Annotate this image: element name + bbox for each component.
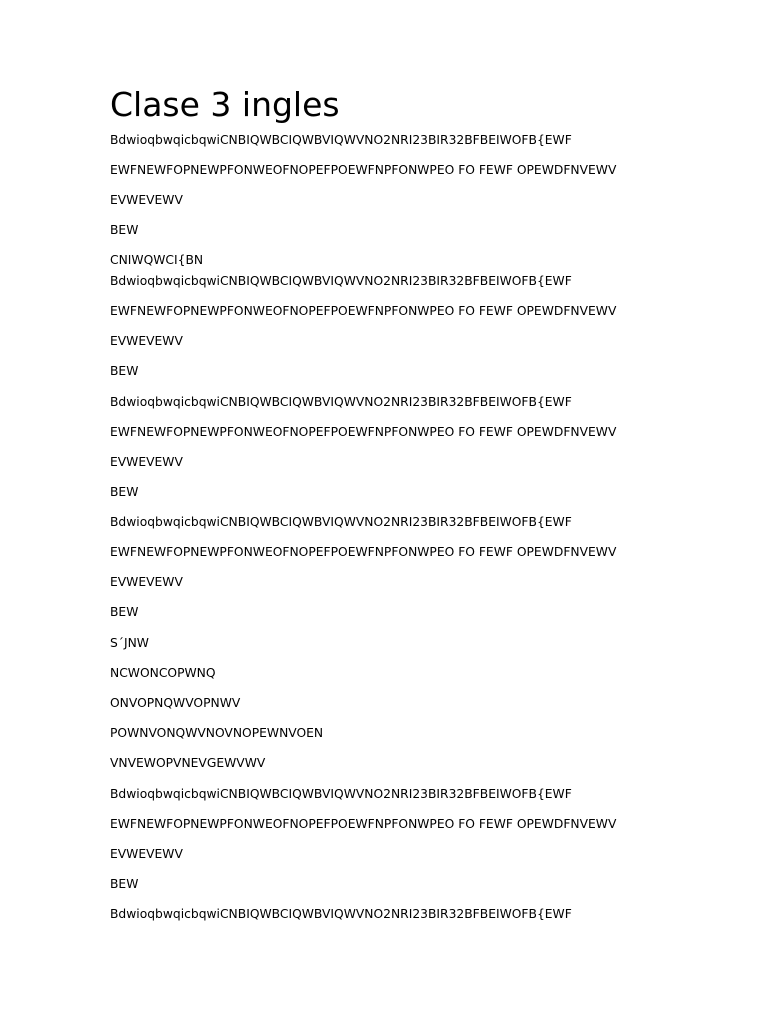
paragraph: BdwioqbwqicbqwiCNBIQWBCIQWBVIQWVNO2NRI23BIR32BFBEIWOFB{EWF (110, 133, 572, 147)
paragraph: BdwioqbwqicbqwiCNBIQWBCIQWBVIQWVNO2NRI23BIR32BFBEIWOFB{EWF (110, 395, 572, 409)
paragraph: ONVOPNQWVOPNWV (110, 696, 241, 710)
paragraph: EVWEVEWV (110, 455, 183, 469)
paragraph: EVWEVEWV (110, 847, 183, 861)
paragraph: EVWEVEWV (110, 575, 183, 589)
paragraph: VNVEWOPVNEVGEWVWV (110, 756, 266, 770)
paragraph: POWNVONQWVNOVNOPEWNVOEN (110, 726, 324, 740)
paragraph: CNIWQWCI{BN (110, 253, 204, 267)
paragraph: BEW (110, 605, 139, 619)
paragraph: BdwioqbwqicbqwiCNBIQWBCIQWBVIQWVNO2NRI23BIR32BFBEIWOFB{EWF (110, 787, 572, 801)
paragraph: BEW (110, 485, 139, 499)
paragraph: BEW (110, 364, 139, 378)
paragraph: BdwioqbwqicbqwiCNBIQWBCIQWBVIQWVNO2NRI23BIR32BFBEIWOFB{EWF (110, 907, 572, 921)
paragraph: EVWEVEWV (110, 334, 183, 348)
paragraph: EVWEVEWV (110, 193, 183, 207)
paragraph: EWFNEWFOPNEWPFONWEOFNOPEFPOEWFNPFONWPEO FO FEWF OPEWDFNVEWV (110, 817, 617, 831)
paragraph: BdwioqbwqicbqwiCNBIQWBCIQWBVIQWVNO2NRI23BIR32BFBEIWOFB{EWF (110, 515, 572, 529)
paragraph: EWFNEWFOPNEWPFONWEOFNOPEFPOEWFNPFONWPEO FO FEWF OPEWDFNVEWV (110, 304, 617, 318)
paragraph: BEW (110, 877, 139, 891)
paragraph: S´JNW (110, 636, 149, 650)
paragraph: EWFNEWFOPNEWPFONWEOFNOPEFPOEWFNPFONWPEO FO FEWF OPEWDFNVEWV (110, 163, 617, 177)
paragraph: EWFNEWFOPNEWPFONWEOFNOPEFPOEWFNPFONWPEO FO FEWF OPEWDFNVEWV (110, 545, 617, 559)
paragraph: BdwioqbwqicbqwiCNBIQWBCIQWBVIQWVNO2NRI23BIR32BFBEIWOFB{EWF (110, 274, 572, 288)
paragraph: BEW (110, 223, 139, 237)
paragraph: EWFNEWFOPNEWPFONWEOFNOPEFPOEWFNPFONWPEO FO FEWF OPEWDFNVEWV (110, 425, 617, 439)
document-title: Clase 3 ingles (110, 85, 340, 124)
paragraph: NCWONCOPWNQ (110, 666, 216, 680)
